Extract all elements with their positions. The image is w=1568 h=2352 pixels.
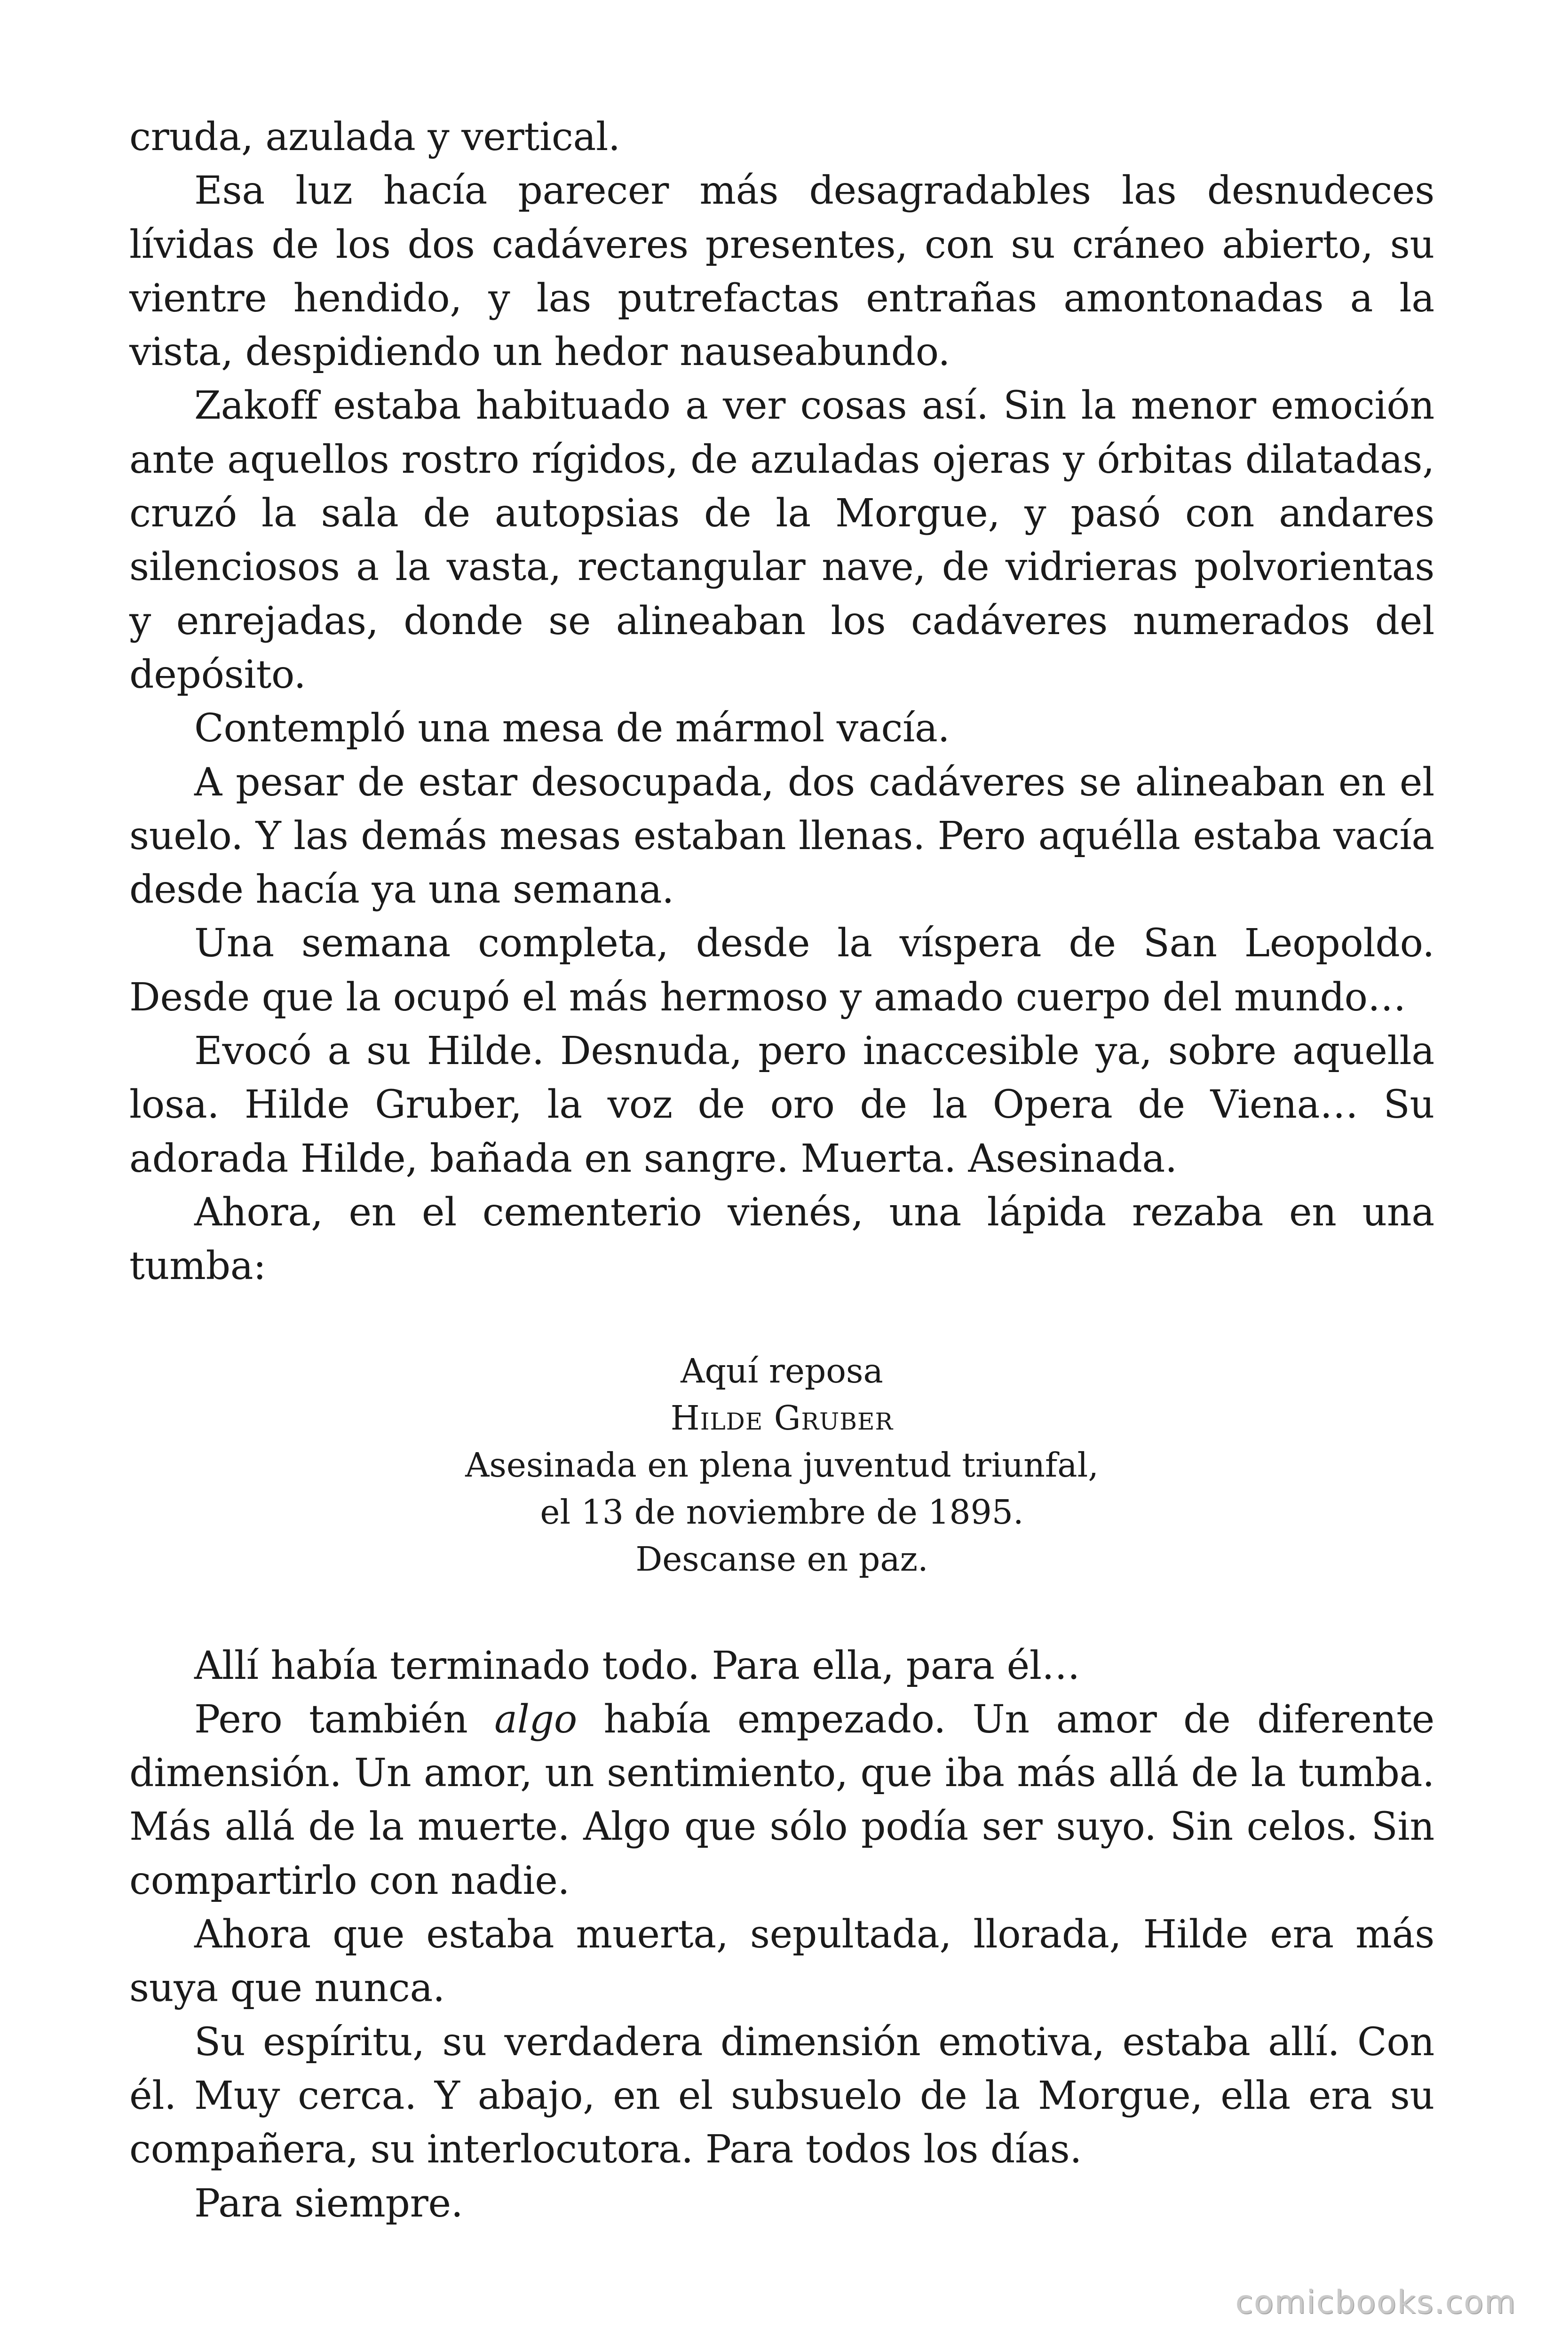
paragraph: Contempló una mesa de mármol vacía. xyxy=(194,706,950,751)
paragraph: Una semana completa, desde la víspera de San Leopoldo. Desde que la ocupó el más hermoso y amado cuerpo del mundo… xyxy=(129,921,1434,1020)
epitaph-line: el 13 de noviembre de 1895. xyxy=(540,1492,1024,1532)
paragraph xyxy=(129,1693,1434,1908)
epitaph-line: Descanse en paz. xyxy=(635,1539,928,1579)
paragraph: Zakoff estaba habituado a ver cosas así. Sin la menor emoción ante aquellos rostro rígidos, de azuladas ojeras y órbitas dilatadas, cruzó la sala de autopsias de la Morgue, y pasó con andares silenciosos a la vasta, rectangular nave, de vidrieras polvorientas y enrejadas, donde se alineaban los cadáveres numerados del depósito. xyxy=(129,383,1434,697)
paragraph: Esa luz hacía parecer más desagradables las desnudeces lívidas de los dos cadáveres presentes, con su cráneo abierto, su vientre hendido, y las putrefactas entrañas amontonadas a la vista, despidiendo un hedor nauseabundo. xyxy=(129,168,1434,375)
paragraph: Para siempre. xyxy=(194,2181,463,2226)
page-body xyxy=(129,111,1434,2231)
paragraph: Allí había terminado todo. Para ella, para él… xyxy=(194,1643,1080,1688)
paragraph-text: había empezado. Un amor de diferente dimensión. Un amor, un sentimiento, que iba más allá de la tumba. Más allá de la muerte. Algo que sólo podía ser suyo. Sin celos. Sin compartirlo con nadie. xyxy=(129,1697,1435,1903)
paragraph: cruda, azulada y vertical. xyxy=(129,115,620,159)
epitaph-name: Hilde Gruber xyxy=(670,1398,894,1438)
epitaph-line: Aquí reposa xyxy=(681,1351,883,1391)
watermark: comicbooks.com xyxy=(1235,2284,1516,2321)
epitaph xyxy=(129,1294,1434,1639)
italic-word: algo xyxy=(494,1697,577,1742)
paragraph: Ahora, en el cementerio vienés, una lápida rezaba en una tumba: xyxy=(129,1190,1434,1289)
paragraph: A pesar de estar desocupada, dos cadáveres se alineaban en el suelo. Y las demás mesas estaban llenas. Pero aquélla estaba vacía desde hacía ya una semana. xyxy=(129,760,1434,913)
paragraph: Evocó a su Hilde. Desnuda, pero inaccesible ya, sobre aquella losa. Hilde Gruber, la voz de oro de la Opera de Viena… Su adorada Hilde, bañada en sangre. Muerta. Asesinada. xyxy=(129,1029,1434,1181)
paragraph-text: Pero también xyxy=(194,1697,495,1742)
epitaph-line: Asesinada en plena juventud triunfal, xyxy=(465,1445,1099,1485)
paragraph: Su espíritu, su verdadera dimensión emotiva, estaba allí. Con él. Muy cerca. Y abajo, en el subsuelo de la Morgue, ella era su compañera, su interlocutora. Para todos los días. xyxy=(129,2019,1434,2172)
paragraph: Ahora que estaba muerta, sepultada, llorada, Hilde era más suya que nunca. xyxy=(129,1912,1434,2011)
